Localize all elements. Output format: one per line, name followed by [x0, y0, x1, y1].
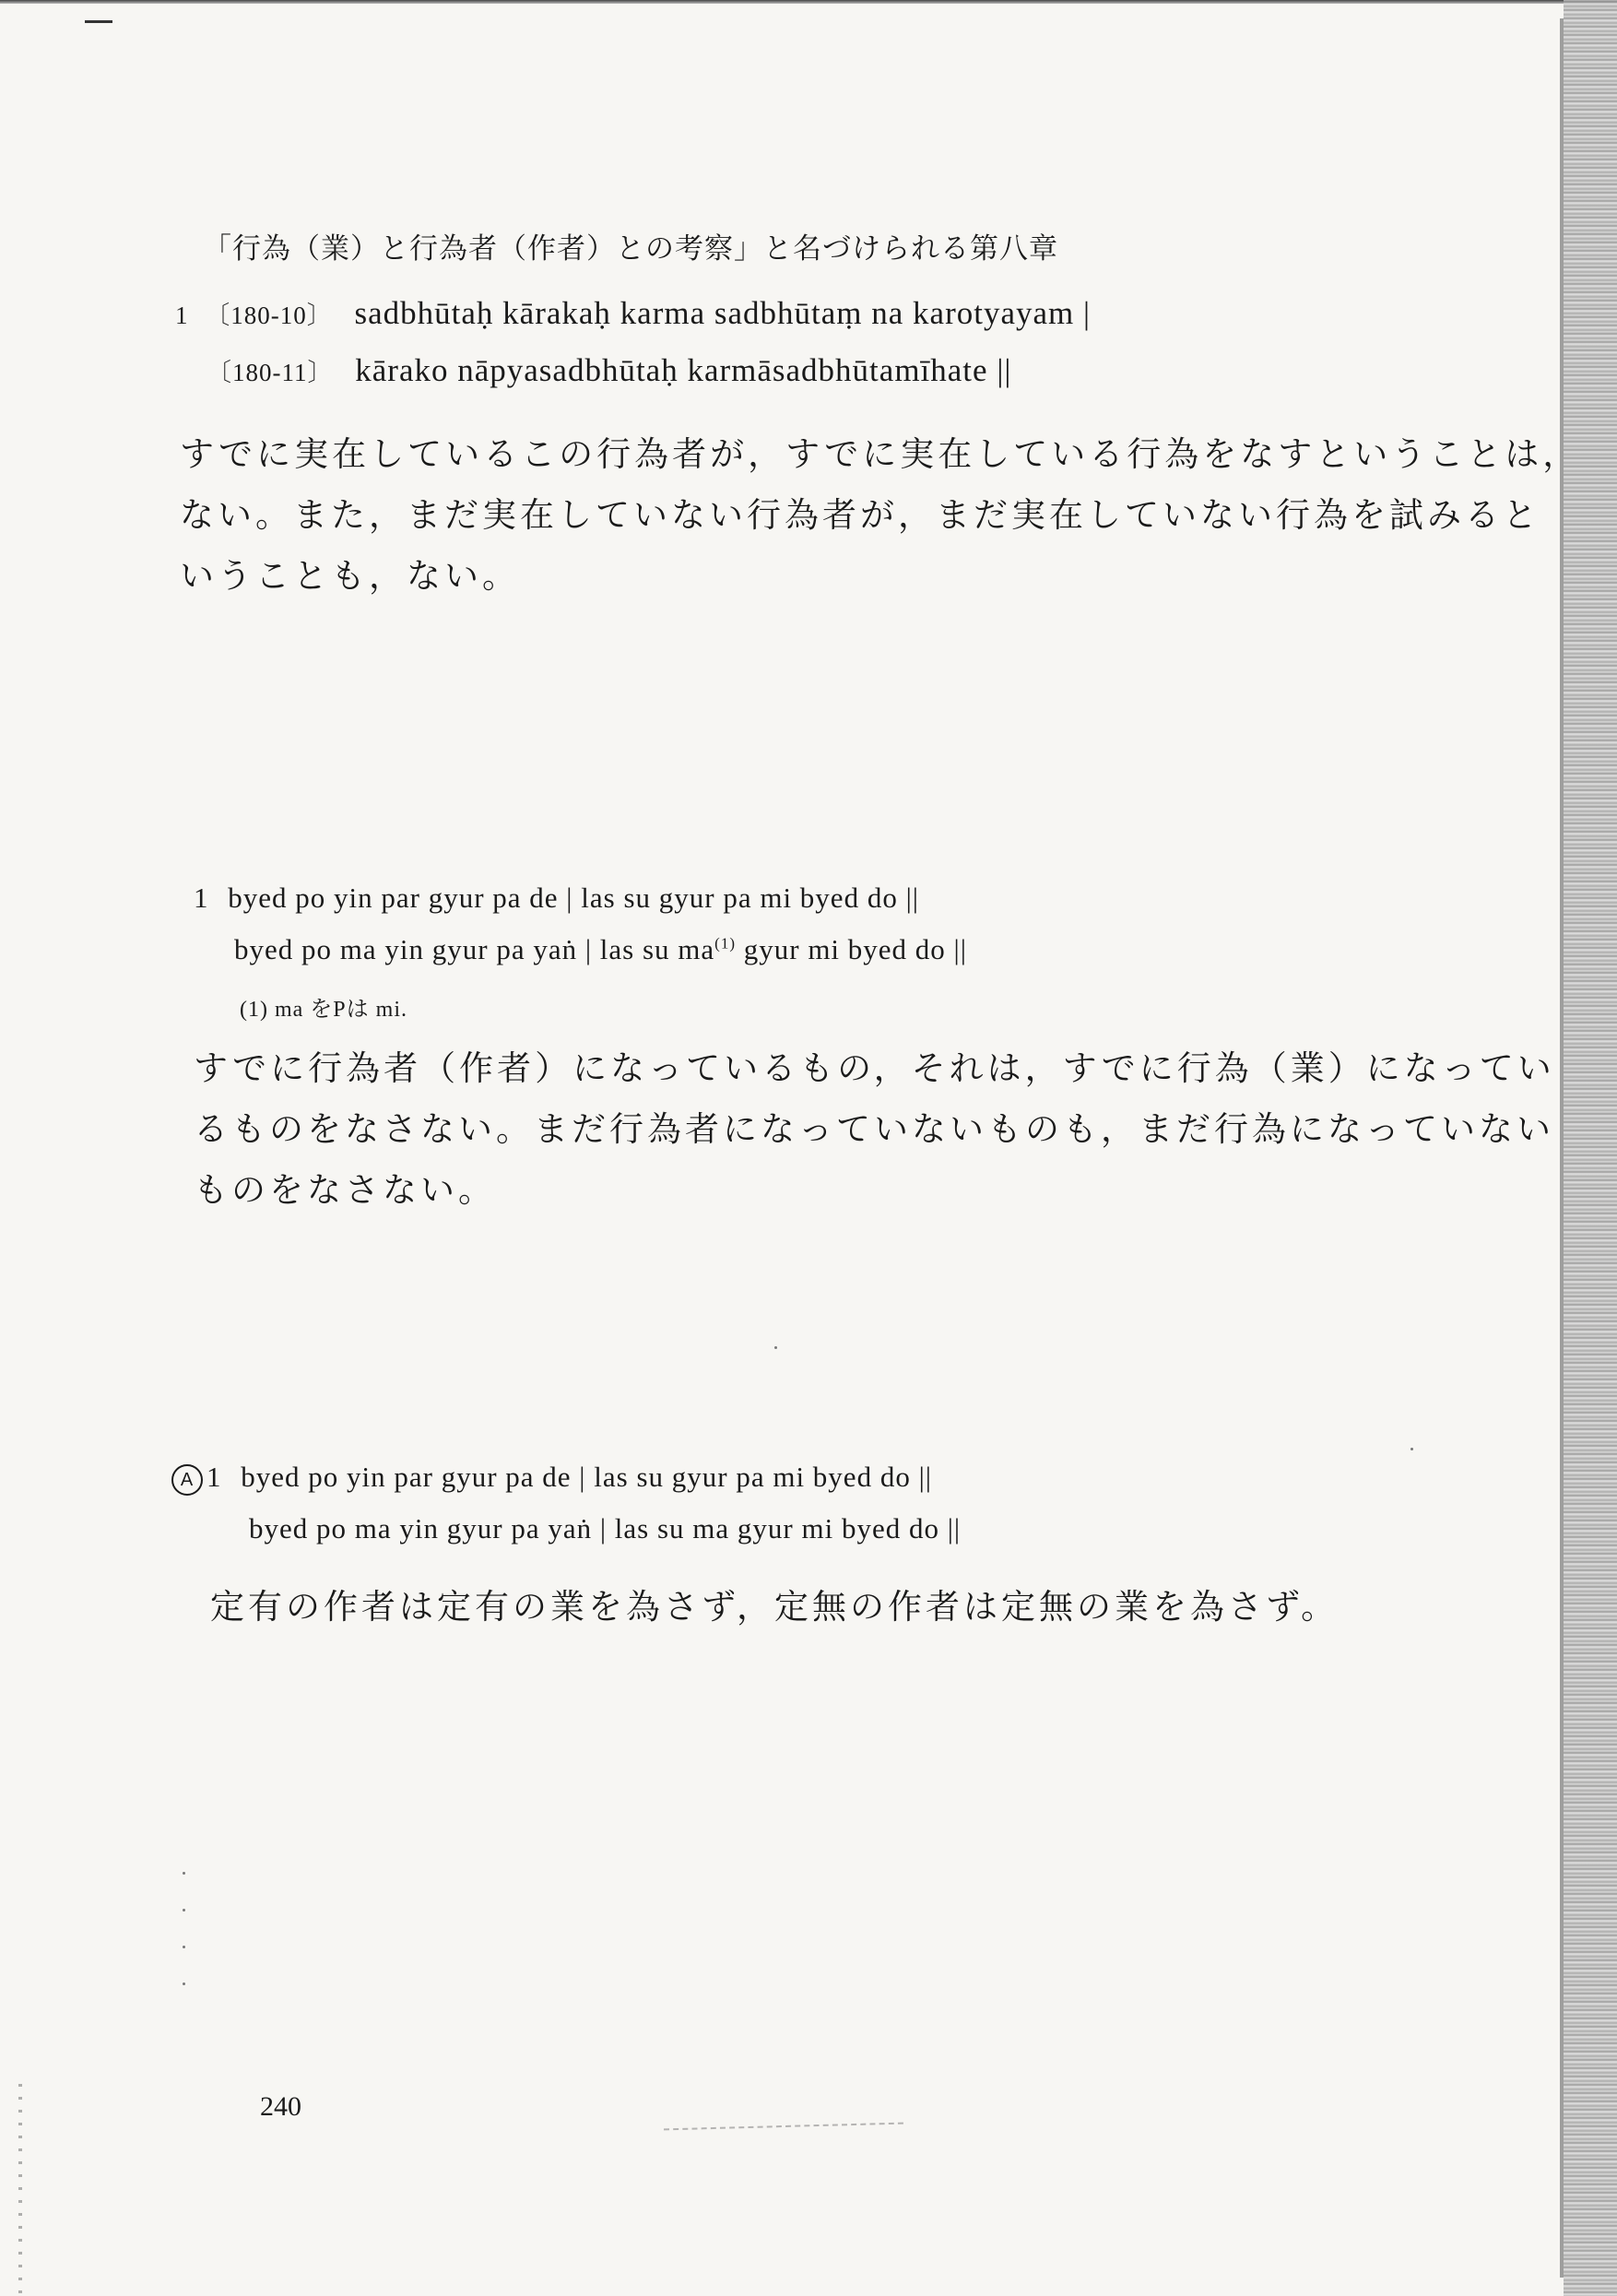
sanskrit-verse-line-1 [175, 295, 1091, 332]
footnote-marker: (1) [714, 934, 736, 953]
sanskrit-verse-line-2 [207, 352, 1011, 389]
verse-reference: 〔180-11〕 [207, 359, 334, 386]
chinese-verse-line-2: byed po ma yin gyur pa yaṅ | las su ma gyur mi byed do || [249, 1512, 962, 1544]
verse-number: 1 [207, 1461, 222, 1493]
verse-text: byed po yin par gyur pa de | las su gyur pa mi byed do || [241, 1461, 932, 1493]
scan-speck [1410, 1448, 1413, 1450]
circled-a-marker: A [171, 1464, 203, 1496]
verse-text: sadbhūtaḥ kārakaḥ karma sadbhūtaṃ na karotyayam | [354, 295, 1092, 331]
scan-speck [183, 1982, 185, 1985]
chinese-translation: 定有の作者は定有の業を為さず，定無の作者は定無の業を為さず。 [210, 1589, 1340, 1627]
scan-specks [18, 2084, 22, 2296]
sanskrit-translation-line-3: いうことも，ない。 [180, 558, 520, 596]
tibetan-verse-line-1 [194, 882, 919, 915]
scan-speck [183, 1946, 185, 1948]
scan-speck [774, 1346, 777, 1349]
tibetan-translation-line-3: ものをなさない。 [194, 1172, 496, 1210]
sanskrit-translation-line-1: すでに実在しているこの行為者が，すでに実在している行為をなすということは， [180, 436, 1581, 474]
verse-text: gyur mi byed do || [736, 933, 967, 965]
verse-reference: 〔180-10〕 [205, 302, 333, 329]
chapter-title: 「行為（業）と行為者（作者）との考察」と名づけられる第八章 [203, 232, 1058, 265]
page-top-edge [0, 0, 1617, 4]
page-number: 240 [260, 2091, 301, 2122]
verse-text: byed po ma yin gyur pa yaṅ | las su ma [234, 933, 715, 965]
chinese-verse-line-1 [171, 1461, 932, 1496]
verse-text: byed po yin par gyur pa de | las su gyur pa mi byed do || [228, 882, 919, 914]
tibetan-translation-line-2: るものをなさない。まだ行為者になっていないものも，まだ行為になっていない [194, 1111, 1554, 1149]
scan-binding-line [1560, 18, 1564, 2278]
scan-speck [183, 1872, 185, 1875]
scan-shadow-edge [1564, 0, 1617, 2296]
scan-mark [664, 2123, 903, 2133]
scan-speck [183, 1909, 185, 1911]
corner-mark [85, 20, 112, 23]
verse-text: kārako nāpyasadbhūtaḥ karmāsadbhūtamīhate || [355, 352, 1012, 388]
tibetan-translation-line-1: すでに行為者（作者）になっているもの，それは，すでに行為（業）になってい [194, 1050, 1555, 1088]
sanskrit-translation-line-2: ない。また，まだ実在していない行為者が，まだ実在していない行為を試みると [180, 497, 1540, 535]
footnote: (1) ma をPは mi. [240, 998, 407, 1022]
verse-number: 1 [175, 302, 189, 329]
verse-number: 1 [194, 882, 209, 914]
tibetan-verse-line-2 [234, 933, 967, 966]
